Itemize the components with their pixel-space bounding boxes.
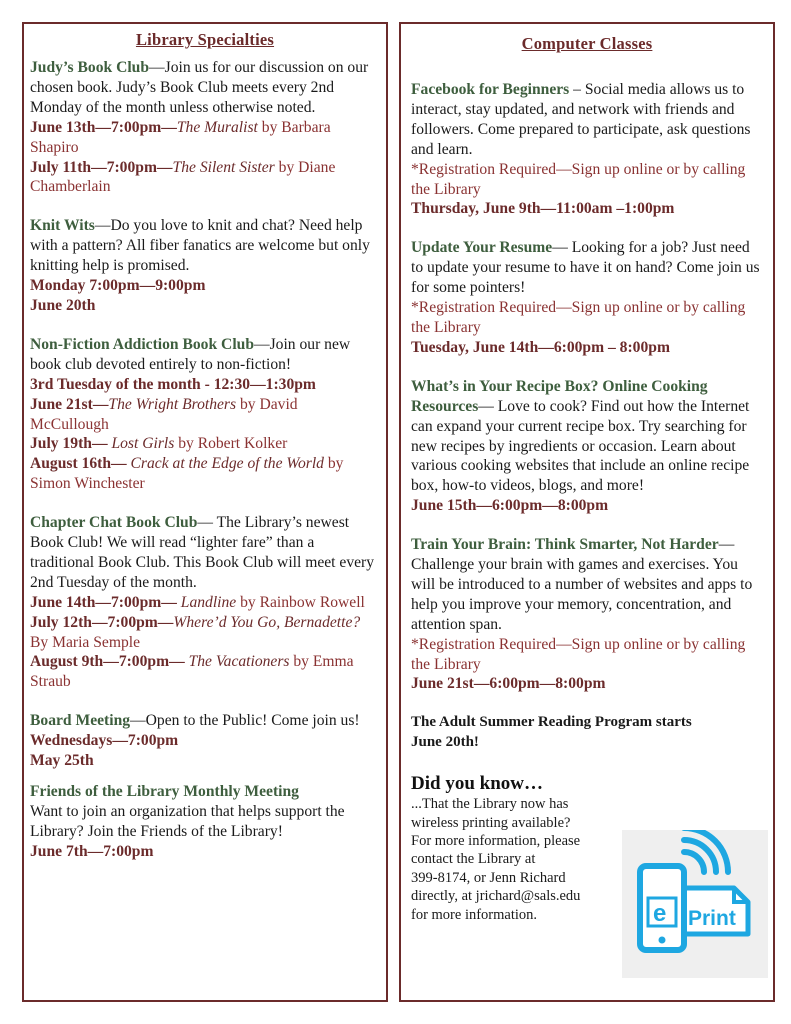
chapter-chat-desc: — The Library’s newest Book Club! We will read “lighter fare” than a traditional Book Club. This Book Club will meet every 2nd Tuesday of the month. (30, 514, 375, 591)
nonfiction-event-3-date: August 16th— (30, 455, 131, 473)
resume-class-desc: — Looking for a job? Just need to update your resume to have it on hand? Come join us for some pointers! (411, 239, 760, 297)
friends-meeting-section (30, 782, 380, 862)
wifi-arc-inner (684, 852, 704, 872)
brain-class-section (411, 535, 763, 694)
resume-class-section (411, 238, 763, 357)
recipe-class-date: June 15th—6:00pm—8:00pm (411, 497, 609, 515)
recipe-class-section (411, 377, 763, 516)
friends-meeting-desc: Want to join an organization that helps support the Library? Join the Friends of the Library! (30, 802, 345, 840)
nonfiction-club-desc: —Join our new book club devoted entirely to non-fiction! (30, 335, 351, 373)
knit-wits-time: Monday 7:00pm—9:00pm (30, 277, 206, 295)
chapter-chat-section (30, 513, 380, 692)
knit-wits-date: June 20th (30, 296, 96, 314)
nonfiction-club-title: Non-Fiction Addiction Book Club (30, 335, 254, 353)
knit-wits-section (30, 216, 380, 316)
brain-class-registration: *Registration Required—Sign up online or by calling the Library (411, 635, 746, 673)
chapter-event-2-author: By Maria Semple (30, 633, 141, 651)
nonfiction-club-schedule: 3rd Tuesday of the month - 12:30—1:30pm (30, 375, 316, 393)
chapter-event-1-book: Landline (180, 593, 237, 611)
resume-class-registration: *Registration Required—Sign up online or by calling the Library (411, 299, 746, 336)
phone-home-button (659, 937, 666, 944)
judys-event-2-book: The Silent Sister (172, 158, 275, 176)
chapter-event-2-book: Where’d You Go, Bernadette? (173, 613, 361, 631)
resume-class-date: Tuesday, June 14th—6:00pm – 8:00pm (411, 338, 670, 356)
knit-wits-desc: —Do you love to knit and chat? Need help with a pattern? All fiber fanatics are welcome but only knitting help is promised. (30, 217, 370, 275)
chapter-event-2-date: July 12th—7:00pm— (30, 613, 174, 631)
brain-class-title: Train Your Brain: Think Smarter, Not Harder (411, 536, 719, 554)
recipe-class-title: What’s in Your Recipe Box? Online Cooking Resources (411, 377, 708, 415)
judys-event-1-book: The Muralist (176, 118, 258, 136)
facebook-class-section (411, 80, 763, 219)
knit-wits-title: Knit Wits (30, 217, 95, 235)
judys-book-club-desc: —Join us for our discussion on our chosen book. Judy’s Book Club meets every 2nd Monday of the month unless otherwise noted. (30, 59, 369, 116)
nonfiction-event-2-book: Lost Girls (111, 435, 175, 453)
chapter-event-1-author: by Rainbow Rowell (236, 593, 365, 611)
library-specialties-heading: Library Specialties (135, 30, 275, 49)
recipe-class-desc: — Love to cook? Find out how the Internet can expand your current recipe box. Try searching for new recipes by ingredients or occasion. Learn about various cooking websites that include an online recipe box, how-to videos, blogs, and more! (411, 397, 750, 495)
board-meeting-section (30, 711, 380, 771)
judys-book-club-section (30, 58, 380, 197)
did-you-know-block (411, 773, 621, 924)
brain-class-date: June 21st—6:00pm—8:00pm (411, 675, 606, 693)
nonfiction-event-3-author: by Simon Winchester (30, 455, 344, 493)
brain-class-desc: — Challenge your brain with games and exercises. You will be introduced to a number of websites and apps to help you improve your memory, concentration, and attention span. (411, 536, 753, 633)
friends-meeting-date: June 7th—7:00pm (30, 842, 154, 860)
nonfiction-event-1-book: The Wright Brothers (108, 395, 237, 413)
chapter-event-1-date: June 14th—7:00pm— (30, 593, 181, 611)
facebook-class-desc: – Social media allows us to interact, stay updated, and network with friends and followers. Come prepared to participate, ask questions and learn. (411, 81, 751, 158)
facebook-class-date: Thursday, June 9th—11:00am –1:00pm (411, 200, 675, 218)
nonfiction-event-2-author: by Robert Kolker (174, 435, 288, 453)
nonfiction-event-1-date: June 21st— (30, 395, 109, 413)
eprint-logo (622, 830, 768, 978)
computer-classes-heading: Computer Classes (521, 34, 653, 53)
nonfiction-club-section (30, 335, 380, 494)
summer-reading-notice: The Adult Summer Reading Program starts June 20th! (411, 714, 692, 751)
did-you-know-text: ...That the Library now has wireless printing available? For more information, please contact the Library at 399-8174, or Jenn Richard directly, at jrichard@sals.edu for more information. (411, 796, 581, 923)
judys-book-club-title: Judy’s Book Club (30, 59, 150, 76)
library-specialties-panel (22, 22, 388, 1002)
chapter-event-3-book: The Vacationers (188, 653, 290, 671)
friends-meeting-title: Friends of the Library Monthly Meeting (30, 783, 299, 800)
resume-class-title: Update Your Resume (411, 239, 553, 257)
facebook-class-registration: *Registration Required—Sign up online or by calling the Library (411, 160, 746, 198)
judys-event-1-date: June 13th—7:00pm— (30, 118, 177, 136)
did-you-know-title: Did you know… (411, 773, 543, 795)
board-meeting-title: Board Meeting (30, 712, 131, 730)
judys-event-1-author: by Barbara Shapiro (30, 118, 331, 156)
nonfiction-event-2-date: July 19th— (30, 435, 112, 453)
eprint-e-letter: e (653, 900, 667, 927)
board-meeting-date: May 25th (30, 752, 94, 770)
eprint-print-label: Print (688, 907, 736, 930)
chapter-event-3-date: August 9th—7:00pm— (30, 653, 189, 671)
nonfiction-event-1-author: by David McCullough (30, 395, 298, 433)
chapter-chat-title: Chapter Chat Book Club (30, 514, 198, 532)
chapter-event-3-author: by Emma Straub (30, 653, 354, 691)
judys-event-2-date: July 11th—7:00pm— (30, 158, 173, 176)
eprint-icon (622, 830, 768, 978)
board-meeting-desc: —Open to the Public! Come join us! (130, 712, 360, 730)
board-meeting-time: Wednesdays—7:00pm (30, 732, 179, 750)
nonfiction-event-3-book: Crack at the Edge of the World (130, 455, 324, 473)
judys-event-2-author: by Diane Chamberlain (30, 158, 336, 196)
facebook-class-title: Facebook for Beginners (411, 81, 570, 98)
